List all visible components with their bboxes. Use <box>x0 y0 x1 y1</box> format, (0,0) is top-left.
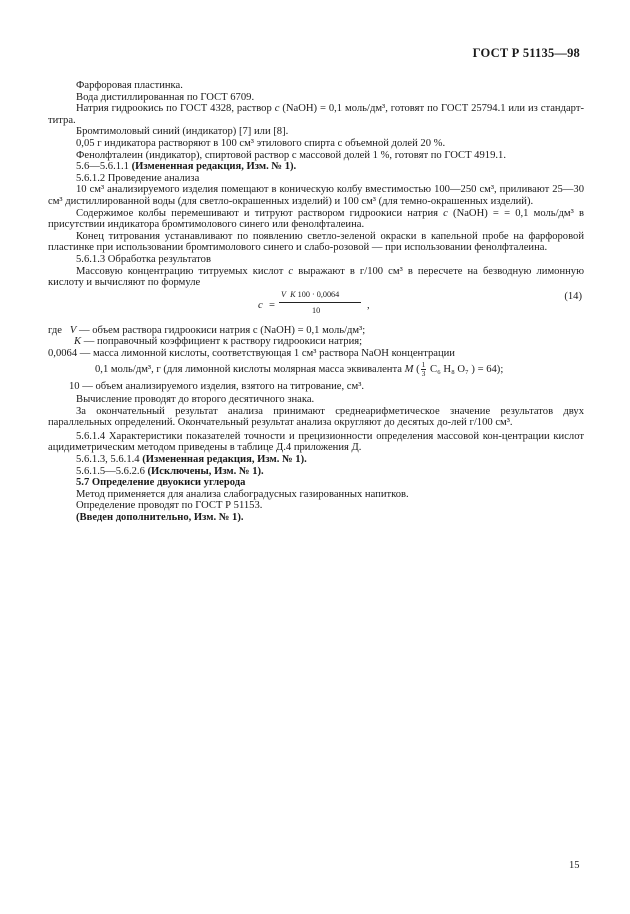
section-heading: 5.6.1.2 Проведение анализа <box>76 172 200 184</box>
document-body <box>48 80 584 524</box>
paragraph <box>48 103 584 126</box>
formula-numerator <box>281 289 339 301</box>
paragraph <box>48 208 584 231</box>
page-number: 15 <box>569 860 580 871</box>
fraction-denominator: 3 <box>421 369 426 379</box>
formula-denominator: 10 <box>312 305 321 315</box>
text: Содержимое колбы перемешивают и титруют раствором гидроокиси натрия <box>76 207 444 219</box>
formula-equals: = <box>269 299 275 311</box>
clause-number: 5.6—5.6.1.1 <box>76 161 132 173</box>
def-text: — поправочный коэффициент к раствору гидроокиси натрия; <box>81 336 363 348</box>
fraction-bar <box>279 302 361 303</box>
paragraph: 10 см³ анализируемого изделия помещают в коническую колбу вместимостью 100—250 см³, приливают 25—30 см³ дистиллированной воды (для светло-окрашенных изделий) и 100 см³ (для темно-окрашенных изделий). <box>48 184 584 207</box>
definition-constant: 0,0064 — масса лимонной кислоты, соответствующая 1 см³ раствора NaOH концентрации <box>48 347 455 359</box>
paragraph <box>48 161 584 173</box>
formula-comma: , <box>367 299 370 311</box>
fraction-one-third <box>421 361 427 378</box>
def-symbol: K <box>74 336 82 348</box>
text: Натрия гидроокись по ГОСТ 4328, раствор <box>76 103 275 115</box>
def-text: C₆ H₈ O₇ ) = 64); <box>427 364 504 376</box>
paragraph <box>48 454 584 466</box>
definition-v <box>48 325 584 337</box>
text: выражают в г/100 см³ в пересчете на безводную лимонную кислоту и вычисляют по формуле <box>48 265 584 289</box>
definition-k <box>48 336 584 348</box>
text: (NaOH) = 0,1 моль/дм³, готовят по ГОСТ 25794.1 или из стандарт-титра. <box>48 103 584 126</box>
paragraph: Фарфоровая пластинка. <box>76 80 183 91</box>
section-heading: 5.7 Определение двуокиси углерода <box>76 477 246 489</box>
def-symbol: V <box>69 324 77 336</box>
def-text: ( <box>413 364 420 376</box>
text: (NaOH) = = 0,1 моль/дм³ в присутствии индикатора бромтимолового синего или фенолфталеина. <box>48 207 584 231</box>
paragraph: За окончательный результат анализа принимают среднеарифметическое значение результатов двух параллельных определений. Окончательный результат анализа округляют до десятых до-лей г/100 см³. <box>48 405 584 429</box>
document-header: ГОСТ Р 51135—98 <box>472 46 580 60</box>
formula-num-rest: 100 · 0,0064 <box>297 289 340 299</box>
amendment-note: (Измененная редакция, Изм. № 1). <box>131 161 297 173</box>
symbol-c: c <box>274 103 280 115</box>
paragraph: 0,05 г индикатора растворяют в 100 см³ этилового спирта с объемной долей 20 %. <box>76 137 446 149</box>
where-word: где <box>48 324 62 336</box>
amendment-note: (Исключены, Изм. № 1). <box>147 465 264 477</box>
definition-constant-cont <box>48 361 584 378</box>
clause-number: 5.6.1.5—5.6.2.6 <box>76 465 148 477</box>
symbol-c: c <box>288 265 294 277</box>
symbol-c: c <box>443 207 448 219</box>
paragraph: Вода дистиллированная по ГОСТ 6709. <box>76 91 255 103</box>
formula-lhs: c <box>258 299 263 311</box>
paragraph: 5.6.1.4 Характеристики показателей точности и прецизионности определения массовой кон-центрации кислот ацидиметрическим методом приведены в таблице Д.4 приложения Д. <box>48 430 584 454</box>
formula-v: V <box>281 289 287 299</box>
section-heading: 5.6.1.3 Обработка результатов <box>76 253 211 265</box>
symbol-m: M <box>404 364 414 376</box>
formula-k: K <box>290 289 296 299</box>
fraction-numerator: 1 <box>421 360 426 370</box>
amendment-note: (Введен дополнительно, Изм. № 1). <box>76 512 244 523</box>
paragraph: Фенолфталеин (индикатор), спиртовой раствор с массовой долей 1 %, готовят по ГОСТ 4919.1. <box>76 149 506 161</box>
paragraph: Бромтимоловый синий (индикатор) [7] или [8]. <box>76 126 289 138</box>
paragraph: Определение проводят по ГОСТ Р 51153. <box>76 500 263 512</box>
paragraph: Конец титрования устанавливают по появлению светло-зеленой окраски в капельной пробе на фарфоровой пластинке при использовании бромтимолового синего и слабо-розовой — при использовании фенолфталеина. <box>48 230 584 254</box>
text: Массовую концентрацию титруемых кислот <box>76 265 289 277</box>
paragraph <box>48 266 584 289</box>
clause-number: 5.6.1.3, 5.6.1.4 <box>76 454 143 466</box>
amendment-note: (Измененная редакция, Изм. № 1). <box>142 454 307 466</box>
definition-ten: 10 — объем анализируемого изделия, взятого на титрование, см³. <box>69 381 365 393</box>
def-text: 0,1 моль/дм³, г (для лимонной кислоты молярная масса эквивалента <box>95 364 405 376</box>
formula-14 <box>48 289 584 325</box>
paragraph <box>48 466 584 478</box>
paragraph: Вычисление проводят до второго десятичного знака. <box>76 394 315 406</box>
formula-number: (14) <box>564 290 582 302</box>
paragraph: Метод применяется для анализа слабоградусных газированных напитков. <box>76 488 409 500</box>
def-text: — объем раствора гидроокиси натрия c (NaOH) = 0,1 моль/дм³; <box>76 324 366 336</box>
